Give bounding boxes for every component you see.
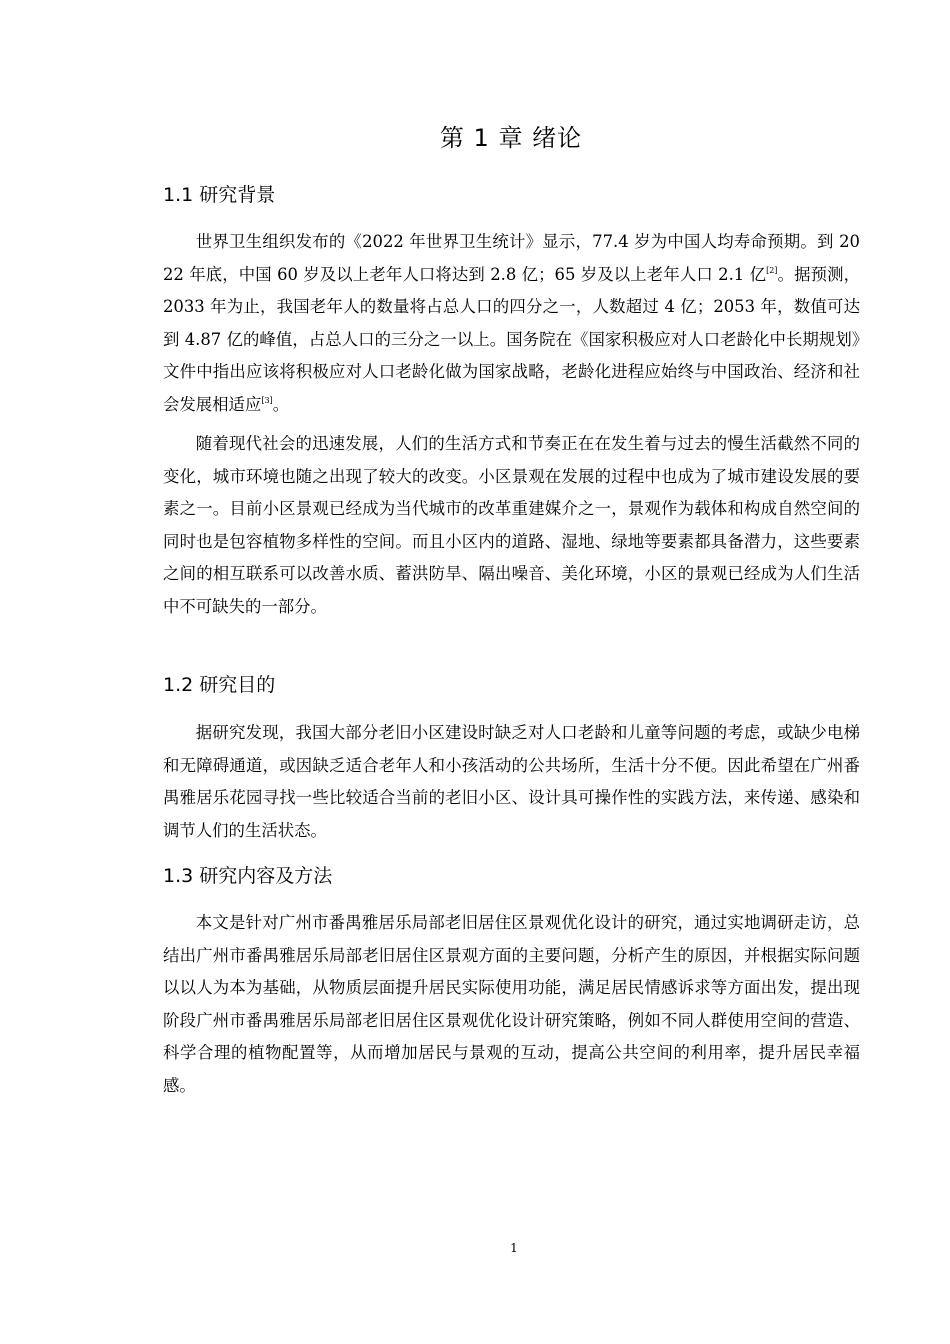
paragraph-text: 。 bbox=[272, 394, 290, 414]
paragraph-methods: 本文是针对广州市番禺雅居乐局部老旧居住区景观优化设计的研究，通过实地调研走访，总结出广州市番禺雅居乐局部老旧居住区景观方面的主要问题，分析产生的原因，并根据实际问题以以人为本为基础，从物质层面提升居民实际使用功能，满足居民情感诉求等方面出发，提出现阶段广州市番禺雅居乐局部老旧居住区景观优化设计研究策略，例如不同人群使用空间的营造、科学合理的植物配置等，从而增加居民与景观的互动，提高公共空间的利用率，提升居民幸福感。 bbox=[163, 913, 860, 1095]
citation-ref: [3] bbox=[261, 395, 273, 405]
paragraph-background-1 bbox=[163, 226, 860, 422]
section-heading-1-3: 1.3 研究内容及方法 bbox=[163, 865, 333, 887]
citation-ref: [2] bbox=[766, 265, 778, 275]
page-number: 1 bbox=[510, 1241, 518, 1255]
chapter-title: 第 1 章 绪论 bbox=[439, 124, 583, 152]
paragraph-text: 。据预测，2033 年为止，我国老年人的数量将占总人口的四分之一，人数超过 4 亿；2053 年，数值可达到 4.87 亿的峰值，占总人口的三分之一以上。国务院在《国家积极应对人口老龄化中长期规划》文件中指出应该将积极应对人口老龄化做为国家战略，老龄化进程应始终与中国政治、经济和社会发展相适应 bbox=[163, 264, 861, 414]
section-heading-1-2: 1.2 研究目的 bbox=[163, 674, 276, 696]
section-heading-1-1: 1.1 研究背景 bbox=[163, 184, 276, 206]
paragraph-background-2: 随着现代社会的迅速发展，人们的生活方式和节奏正在在发生着与过去的慢生活截然不同的变化，城市环境也随之出现了较大的改变。小区景观在发展的过程中也成为了城市建设发展的要素之一。目前小区景观已经成为当代城市的改革重建媒介之一，景观作为载体和构成自然空间的同时也是包容植物多样性的空间。而且小区内的道路、湿地、绿地等要素都具备潜力，这些要素之间的相互联系可以改善水质、蓄洪防旱、隔出噪音、美化环境，小区的景观已经成为人们生活中不可缺失的一部分。 bbox=[163, 434, 860, 616]
paragraph-text: 世界卫生组织发布的《2022 年世界卫生统计》显示，77.4 岁为中国人均寿命预期。到 2022 年底，中国 60 岁及以上老年人口将达到 2.8 亿；65 岁及以上老年人口 2.1 亿 bbox=[163, 232, 860, 284]
paragraph-purpose: 据研究发现，我国大部分老旧小区建设时缺乏对人口老龄和儿童等问题的考虑，或缺少电梯和无障碍通道，或因缺乏适合老年人和小孩活动的公共场所，生活十分不便。因此希望在广州番禺雅居乐花园寻找一些比较适合当前的老旧小区、设计具可操作性的实践方法，来传递、感染和调节人们的生活状态。 bbox=[163, 723, 860, 840]
